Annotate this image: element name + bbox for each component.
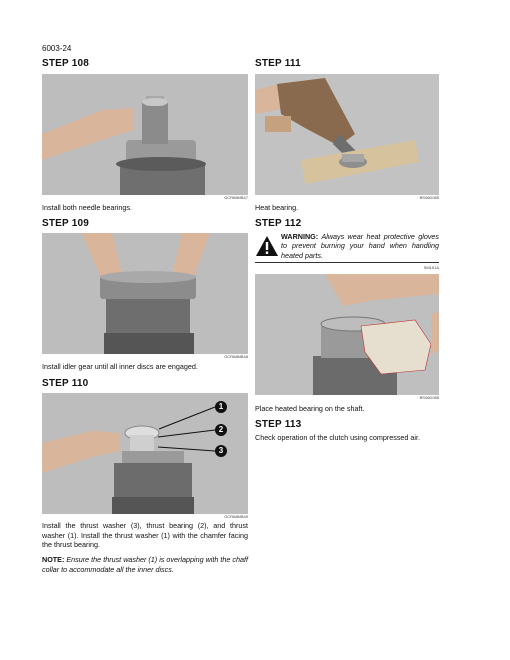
step-110-heading: STEP 110 (42, 378, 89, 389)
step-110-photo-code: GCR68MB49 (224, 514, 248, 519)
step-112-heading: STEP 112 (255, 218, 302, 229)
step-113-heading: STEP 113 (255, 419, 302, 430)
step-111-heading: STEP 111 (255, 58, 301, 69)
step-111-caption: Heat bearing. (255, 203, 299, 212)
warning-rule (255, 262, 439, 263)
step-108-photo (42, 74, 248, 195)
step-111-photo (255, 74, 439, 195)
page-number: 6003-24 (42, 44, 72, 53)
step-112-photo-code: BS06D086 (419, 395, 439, 400)
note-label: NOTE: (42, 555, 65, 564)
step-109-photo-code: GCR68MB48 (224, 354, 248, 359)
callout-1: 1 (215, 401, 227, 413)
step-108-heading: STEP 108 (42, 58, 90, 69)
warning-box (255, 232, 439, 260)
warning-label: WARNING: (281, 232, 319, 241)
step-112-caption: Place heated bearing on the shaft. (255, 404, 365, 413)
step-111-photo-code: BS06D085 (419, 195, 439, 200)
callout-2: 2 (215, 424, 227, 436)
warning-body: Always wear heat protective gloves to prevent burning your hand when handling heated parts. (281, 232, 440, 260)
step-109-caption: Install idler gear until all inner discs are engaged. (42, 362, 198, 371)
step-109-heading: STEP 109 (42, 218, 90, 229)
step-109-photo (42, 233, 248, 354)
callout-3: 3 (215, 445, 227, 457)
step-108-caption: Install both needle bearings. (42, 203, 132, 212)
warning-code: SM151A (423, 265, 439, 270)
step-110-note (42, 555, 248, 574)
step-108-photo-code: GCR68MB47 (224, 195, 248, 200)
warning-triangle-icon (255, 235, 279, 257)
warning-text (281, 232, 439, 260)
step-112-photo (255, 274, 439, 395)
note-text: Ensure the thrust washer (1) is overlapping with the chaff collar to accommodate all the inner discs. (42, 555, 248, 574)
step-110-caption: Install the thrust washer (3), thrust bearing (2), and thrust washer (1). Install the thrust washer (1) with the chamfer facing the thrust bearing. (42, 521, 248, 550)
step-113-caption: Check operation of the clutch using compressed air. (255, 433, 421, 442)
